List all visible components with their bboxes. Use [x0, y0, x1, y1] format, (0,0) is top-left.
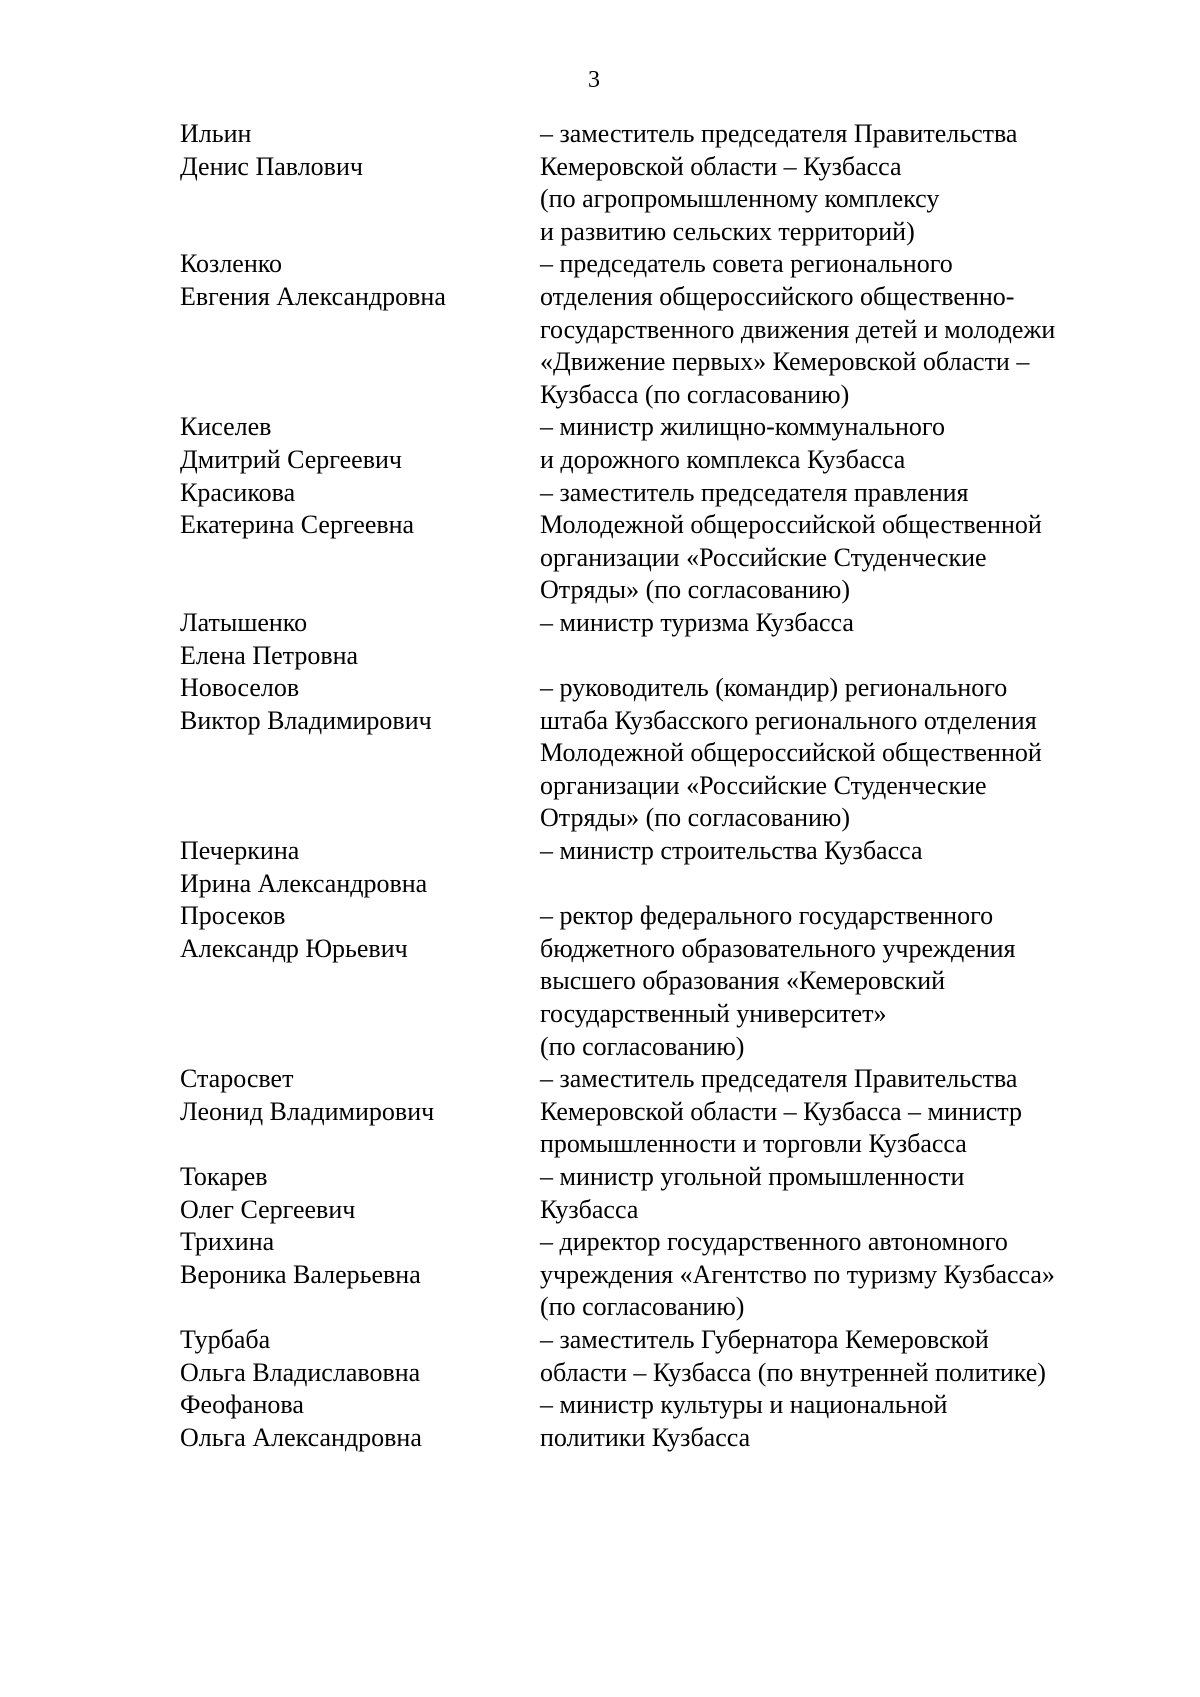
- role-line: – руководитель (командир) регионального: [540, 673, 1008, 703]
- member-role: [540, 835, 1140, 900]
- member-name: [180, 835, 540, 900]
- given-names: Екатерина Сергеевна: [180, 510, 415, 540]
- role-line: государственный университет»: [540, 999, 887, 1029]
- given-names: Дмитрий Сергеевич: [180, 444, 402, 474]
- surname: Латышенко: [180, 607, 308, 637]
- role-line: – министр культуры и национальной: [540, 1390, 948, 1420]
- role-line: высшего образования «Кемеровский: [540, 966, 946, 996]
- member-role: [540, 248, 1140, 411]
- role-line: – заместитель председателя правления: [540, 477, 969, 507]
- surname: Феофанова: [180, 1390, 304, 1420]
- surname: Турбаба: [180, 1324, 271, 1354]
- role-line: Кузбасса (по согласованию): [540, 379, 850, 409]
- member-row: [180, 248, 1140, 411]
- role-line: (по согласованию): [540, 1031, 745, 1061]
- given-names: Олег Сергеевич: [180, 1194, 356, 1224]
- given-names: Елена Петровна: [180, 640, 359, 670]
- member-role: [540, 477, 1140, 607]
- page-number: 3: [588, 67, 600, 93]
- role-line: организации «Российские Студенческие: [540, 770, 987, 800]
- member-role: [540, 900, 1140, 1063]
- role-line: (по согласованию): [540, 1292, 745, 1322]
- given-names: Леонид Владимирович: [180, 1096, 435, 1126]
- member-name: [180, 1063, 540, 1161]
- given-names: Ольга Владиславовна: [180, 1357, 421, 1387]
- member-roster: [180, 118, 1140, 1454]
- member-row: [180, 900, 1140, 1063]
- member-name: [180, 1226, 540, 1324]
- role-line: промышленности и торговли Кузбасса: [540, 1129, 967, 1159]
- member-role: [540, 1063, 1140, 1161]
- role-line: – председатель совета регионального: [540, 249, 953, 279]
- given-names: Виктор Владимирович: [180, 705, 432, 735]
- role-line: – министр туризма Кузбасса: [540, 607, 854, 637]
- role-line: отделения общероссийского общественно-: [540, 281, 1015, 311]
- role-line: (по агропромышленному комплексу: [540, 184, 940, 214]
- given-names: Александр Юрьевич: [180, 933, 408, 963]
- member-name: [180, 118, 540, 248]
- role-line: «Движение первых» Кемеровской области –: [540, 347, 1030, 377]
- surname: Токарев: [180, 1162, 268, 1191]
- member-name: [180, 477, 540, 607]
- role-line: и дорожного комплекса Кузбасса: [540, 444, 906, 474]
- role-line: – министр строительства Кузбасса: [540, 836, 923, 866]
- role-line: учреждения «Агентство по туризму Кузбасса»: [540, 1259, 1055, 1289]
- member-name: [180, 1324, 540, 1389]
- surname: Красикова: [180, 477, 296, 507]
- role-line: бюджетного образовательного учреждения: [540, 933, 1016, 963]
- role-line: Кемеровской области – Кузбасса: [540, 151, 902, 181]
- member-role: [540, 1226, 1140, 1324]
- role-line: – ректор федерального государственного: [540, 901, 994, 931]
- role-line: государственного движения детей и молодежи: [540, 314, 1056, 344]
- given-names: Вероника Валерьевна: [180, 1259, 421, 1289]
- role-line: области – Кузбасса (по внутренней политике): [540, 1357, 1046, 1387]
- given-names: Ирина Александровна: [180, 868, 428, 898]
- surname: Печеркина: [180, 836, 300, 866]
- role-line: Кемеровской области – Кузбасса – министр: [540, 1096, 1022, 1126]
- member-role: [540, 1161, 1140, 1226]
- given-names: Ольга Александровна: [180, 1422, 422, 1452]
- member-row: [180, 672, 1140, 835]
- member-row: [180, 1226, 1140, 1324]
- member-name: [180, 1389, 540, 1454]
- member-row: [180, 1063, 1140, 1161]
- member-name: [180, 607, 540, 672]
- role-line: Кузбасса: [540, 1194, 639, 1224]
- member-role: [540, 672, 1140, 835]
- member-name: [180, 900, 540, 1063]
- member-name: [180, 248, 540, 411]
- member-role: [540, 411, 1140, 476]
- surname: Старосвет: [180, 1064, 294, 1094]
- member-role: [540, 1324, 1140, 1389]
- member-row: [180, 477, 1140, 607]
- given-names: Денис Павлович: [180, 151, 363, 181]
- surname: Козленко: [180, 249, 283, 279]
- member-name: [180, 411, 540, 476]
- surname: Киселев: [180, 412, 272, 442]
- surname: Трихина: [180, 1227, 275, 1257]
- member-row: [180, 1161, 1140, 1226]
- role-line: штаба Кузбасского регионального отделения: [540, 705, 1037, 735]
- member-role: [540, 607, 1140, 672]
- role-line: и развитию сельских территорий): [540, 216, 915, 246]
- role-line: Отряды» (по согласованию): [540, 803, 851, 833]
- member-row: [180, 1389, 1140, 1454]
- surname: Просеков: [180, 901, 286, 931]
- member-row: [180, 1324, 1140, 1389]
- role-line: Молодежной общероссийской общественной: [540, 738, 1042, 768]
- role-line: политики Кузбасса: [540, 1422, 751, 1452]
- surname: Ильин: [180, 119, 252, 148]
- member-role: [540, 1389, 1140, 1454]
- role-line: – директор государственного автономного: [540, 1227, 1008, 1257]
- role-line: Отряды» (по согласованию): [540, 575, 851, 605]
- role-line: – заместитель председателя Правительства: [540, 1064, 1018, 1094]
- given-names: Евгения Александровна: [180, 281, 446, 311]
- member-row: [180, 835, 1140, 900]
- role-line: – заместитель председателя Правительства: [540, 119, 1018, 148]
- member-row: [180, 411, 1140, 476]
- member-row: [180, 118, 1140, 248]
- member-name: [180, 1161, 540, 1226]
- role-line: – заместитель Губернатора Кемеровской: [540, 1324, 989, 1354]
- member-row: [180, 607, 1140, 672]
- surname: Новоселов: [180, 673, 300, 703]
- role-line: – министр угольной промышленности: [540, 1162, 965, 1191]
- role-line: – министр жилищно-коммунального: [540, 412, 945, 442]
- role-line: Молодежной общероссийской общественной: [540, 510, 1042, 540]
- role-line: организации «Российские Студенческие: [540, 542, 987, 572]
- member-name: [180, 672, 540, 835]
- member-role: [540, 118, 1140, 248]
